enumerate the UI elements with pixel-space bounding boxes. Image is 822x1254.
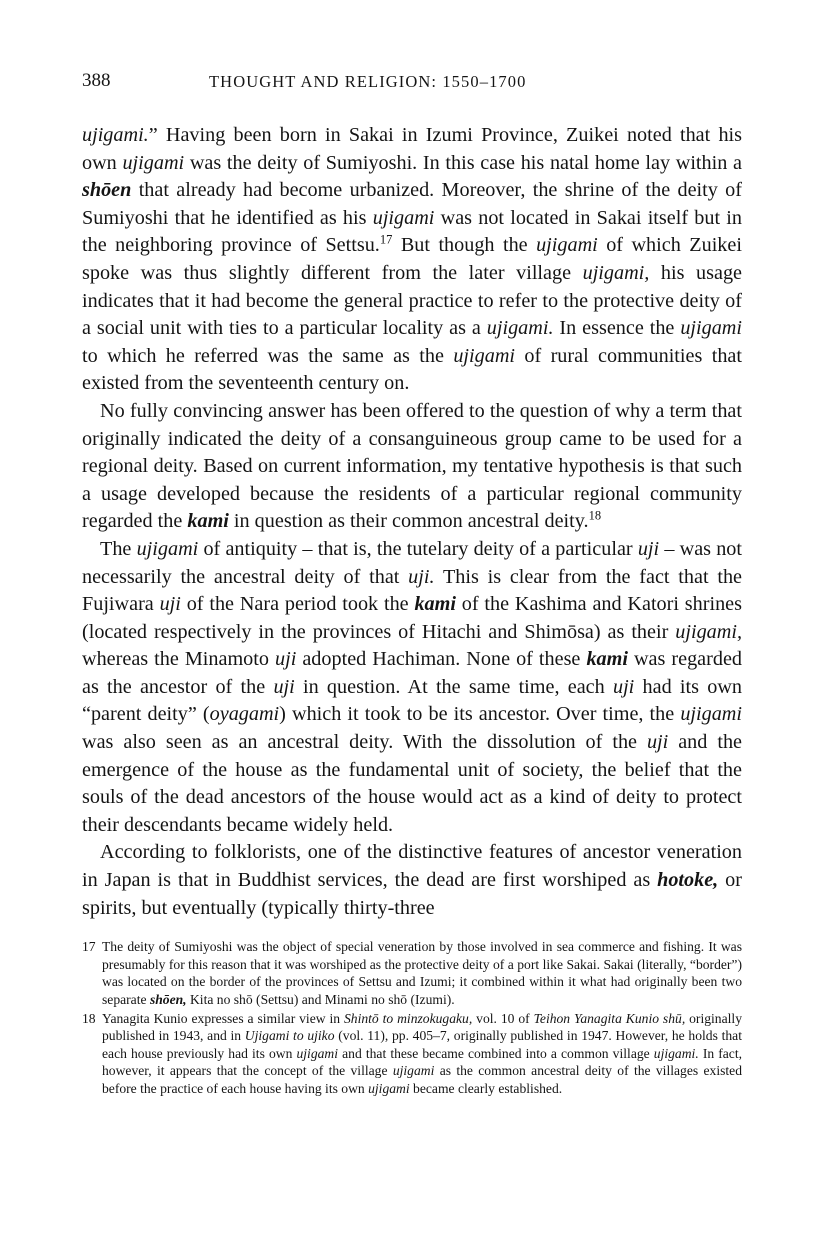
text-run: as the common ancestral deity of the villages existed before the practice of each house having its own [102, 1063, 742, 1096]
footnote [82, 1010, 742, 1098]
italic-term: Teihon Yanagita Kunio shū, [533, 1010, 686, 1026]
text-run: of the Kashima and Katori shrines (located respectively in the provinces of Hitachi and Shimōsa) as their [82, 593, 742, 643]
text-run: that already had become urbanized. Moreover, the shrine of the deity of Sumiyoshi that he identified as his [82, 179, 742, 229]
italic-term: ujigami [296, 1045, 339, 1061]
text-run: whereas the Minamoto [82, 648, 275, 671]
italic-term: ujigami [453, 344, 516, 367]
italic-term: ujigami. [486, 317, 554, 340]
italic-term: Shintō to minzokugaku, [343, 1010, 473, 1026]
footnote-reference: 17 [379, 232, 393, 247]
text-run: was the deity of Sumiyoshi. In this case his natal home lay within a [184, 151, 742, 174]
italic-term: ujigami [372, 206, 435, 229]
text-run: In essence the [553, 317, 681, 340]
italic-term: uji [273, 675, 295, 698]
text-run: ) which it took to be its ancestor. Over time, the [279, 703, 681, 726]
italic-term: uji. [408, 565, 435, 588]
text-run: This is clear from the fact that the Fujiwara [82, 565, 743, 616]
footnote-reference: 18 [588, 508, 602, 523]
footnotes [82, 938, 742, 1097]
footnote-number: 18 [82, 1010, 96, 1026]
italic-term: ujigami. [653, 1045, 699, 1061]
text-run: in question. At the same time, each [294, 675, 613, 698]
text-run: vol. 10 of [472, 1010, 534, 1026]
body-paragraph [82, 398, 742, 536]
text-run: to which he referred was the same as the [82, 344, 454, 367]
italic-term: ujigami, [582, 261, 650, 284]
text-run: No fully convincing answer has been offered to the question of why a term that originally indicated the deity of a consanguineous group came to be used for a regional deity. Based on current information, my tentative hypothesis is that such a usage developed because the residents of a particular regional community regarded the [82, 399, 742, 533]
text-run: of the Nara period took the [180, 593, 415, 616]
text-run: of which Zuikei spoke was thus slightly different from the later village [82, 234, 742, 284]
text-run: originally published in 1943, and in [102, 1010, 742, 1044]
book-page [82, 70, 742, 1099]
italic-term: uji [646, 731, 669, 754]
text-run: became clearly established. [409, 1080, 563, 1096]
italic-term: uji [612, 675, 635, 698]
emphasized-term: hotoke, [657, 869, 719, 892]
text-run: or spirits, but eventually (typically thirty-three [82, 869, 742, 919]
italic-term: ujigami [536, 234, 598, 257]
text-run: was not located in Sakai itself but in the neighboring province of Settsu. [82, 206, 742, 257]
text-run: and the emergence of the house as the fundamental unit of society, the belief that the souls of the dead ancestors of the house would act as a kind of deity to protect their descendants became widely held. [82, 731, 742, 836]
text-run: of rural communities that existed from the seventeenth century on. [82, 344, 742, 395]
page-number: 388 [82, 70, 111, 91]
text-run: had its own “parent deity” ( [82, 675, 742, 726]
body-paragraph [82, 536, 742, 840]
text-run: Kita no shō (Settsu) and Minami no shō (Izumi). [186, 992, 455, 1007]
emphasized-term: kami [586, 648, 628, 671]
text-run: was regarded as the ancestor of the [82, 648, 742, 698]
text-run: of antiquity – that is, the tutelary deity of a particular [198, 537, 638, 560]
running-title: THOUGHT AND RELIGION: 1550–1700 [209, 72, 527, 91]
italic-term: uji [275, 648, 297, 671]
italic-term: ujigami [122, 151, 185, 174]
italic-term: ujigami [680, 703, 742, 726]
text-run: In fact, however, it appears that the concept of the village [102, 1045, 743, 1079]
text-run: The [100, 537, 137, 560]
body-paragraph [82, 839, 742, 922]
italic-term: ujigami [136, 537, 199, 560]
italic-term: ujigami, [675, 620, 742, 643]
text-run: in question as their common ancestral deity. [228, 510, 589, 533]
italic-term: ujigami [392, 1063, 435, 1079]
text-run: and that these became combined into a common village [338, 1045, 654, 1061]
italic-term: ujigami. [82, 124, 149, 146]
text-run: ” Having been born in Sakai in Izumi Province, Zuikei noted that his own [82, 124, 742, 174]
italic-term: Ujigami to ujiko [244, 1028, 335, 1044]
text-run: But though the [392, 234, 537, 257]
footnote-number: 17 [82, 939, 96, 955]
italic-term: uji [159, 593, 181, 616]
text-run: (vol. 11), pp. 405–7, originally published in 1947. However, he holds that each house previously had its own [102, 1028, 742, 1061]
text-run: – was not necessarily the ancestral deity of that [82, 537, 742, 588]
italic-term: ujigami [368, 1080, 410, 1096]
italic-term: ujigami [680, 317, 742, 340]
body-paragraph [82, 122, 742, 398]
body-text [82, 122, 742, 922]
text-run: The deity of Sumiyoshi was the object of special veneration by those involved in sea commerce and fishing. It was presumably for this reason that it was worshiped as the protective deity of a port like Sakai. Sakai (literally, “border”) was located on the border of the provinces of Settsu and Izumi; it combined within it what had originally been two separate [102, 939, 742, 1007]
text-run: Yanagita Kunio expresses a similar view in [102, 1010, 344, 1026]
emphasized-term: kami [187, 510, 229, 533]
text-run: was also seen as an ancestral deity. With the dissolution of the [82, 731, 647, 754]
running-head [82, 70, 742, 100]
text-run: his usage indicates that it had become the general practice to refer to the protective deity of a social unit with ties to a particular locality as a [82, 261, 742, 340]
emphasized-term: kami [414, 593, 456, 616]
italic-term: oyagami [209, 703, 280, 726]
italic-term: uji [637, 537, 660, 560]
emphasized-term: shōen, [149, 992, 187, 1007]
footnote [82, 938, 742, 1008]
emphasized-term: shōen [82, 179, 132, 202]
text-run: adopted Hachiman. None of these [296, 648, 587, 671]
text-run: According to folklorists, one of the distinctive features of ancestor veneration in Japan is that in Buddhist services, the dead are first worshiped as [82, 841, 742, 892]
